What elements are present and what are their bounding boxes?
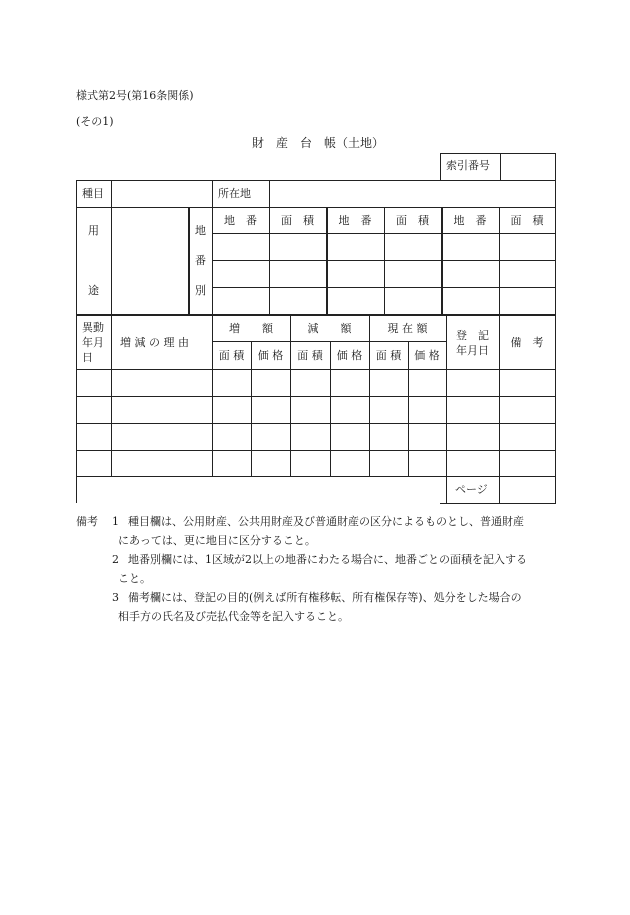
- registration-label-2: 年月日: [456, 344, 489, 357]
- page-title: 財 産 台 帳（土地）: [252, 136, 385, 150]
- increase-area-sub: 面 積: [218, 349, 245, 362]
- remarks-label: 備 考: [510, 336, 544, 349]
- area-header-3: 面 積: [510, 214, 544, 227]
- lot-header-3: 地 番: [453, 214, 487, 227]
- note-1-line-2: にあっては、更に地目に区分すること。: [118, 534, 316, 547]
- note-1-line-1: 種目欄は、公用財産、公共用財産及び普通財産の区分によるものとし、普通財産: [128, 515, 524, 528]
- area-header-1: 面 積: [281, 214, 314, 227]
- current-area-sub: 面 積: [375, 349, 402, 362]
- lot-col-char-3: 別: [195, 284, 206, 297]
- location-label: 所在地: [218, 187, 251, 200]
- current-label: 現 在 額: [387, 322, 428, 335]
- date-label-1: 異動: [82, 321, 104, 334]
- form-number: 様式第2号(第16条関係): [76, 89, 194, 102]
- decrease-area-sub: 面 積: [297, 349, 323, 362]
- note-2-line-2: こと。: [118, 572, 151, 585]
- lot-header-1: 地 番: [224, 214, 257, 227]
- note-1-number: 1: [112, 515, 119, 528]
- note-2-line-1: 地番別欄には、1区域が2以上の地番にわたる場合に、地番ごとの面積を記入する: [128, 553, 527, 566]
- lot-col-char-2: 番: [195, 254, 206, 267]
- decrease-price-sub: 価 格: [336, 349, 363, 362]
- increase-label: 増 額: [229, 322, 273, 335]
- date-label-2: 年月: [82, 336, 104, 349]
- current-price-sub: 価 格: [414, 349, 440, 362]
- date-label-3: 日: [82, 351, 93, 364]
- note-2-number: 2: [112, 553, 119, 566]
- decrease-label: 減 額: [307, 322, 352, 335]
- registration-label-1: 登 記: [456, 329, 489, 342]
- kind-label: 種目: [82, 187, 104, 200]
- page-label: ページ: [455, 483, 488, 496]
- increase-price-sub: 価 格: [257, 349, 284, 362]
- area-header-2: 面 積: [396, 214, 429, 227]
- lot-header-2: 地 番: [338, 214, 372, 227]
- notes-heading: 備考: [76, 515, 98, 528]
- note-3-line-1: 備考欄には、登記の目的(例えば所有権移転、所有権保存等)、処分をした場合の: [128, 591, 522, 604]
- lot-col-char-1: 地: [195, 224, 206, 237]
- index-number-label: 索引番号: [446, 159, 490, 172]
- use-label-top: 用: [88, 224, 99, 237]
- use-label-bottom: 途: [88, 284, 99, 297]
- form-sub-number: (その1): [76, 115, 114, 128]
- note-3-line-2: 相手方の氏名及び売払代金等を記入すること。: [118, 610, 349, 623]
- reason-label: 増 減 の 理 由: [120, 336, 189, 349]
- note-3-number: 3: [112, 591, 119, 604]
